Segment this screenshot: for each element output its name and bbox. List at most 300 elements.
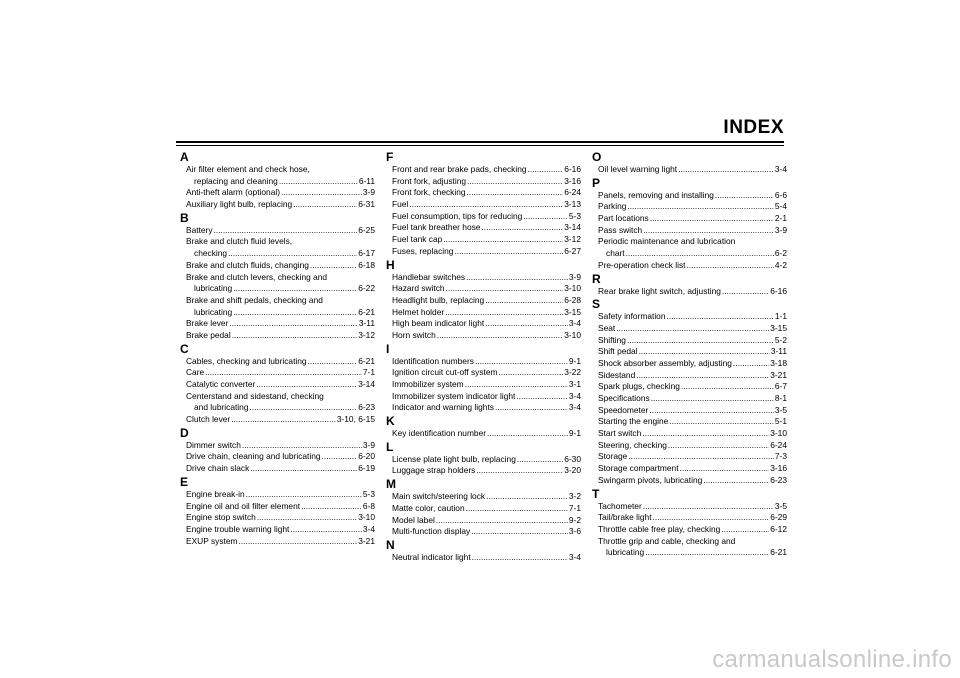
page-ref: 6-24 (770, 439, 787, 450)
page-ref: 6-30 (564, 453, 581, 464)
page-ref: 3-10, 6-15 (336, 414, 375, 425)
index-entry (180, 536, 375, 548)
entry-line (392, 272, 581, 284)
index-entry (386, 454, 581, 466)
entry-line (392, 187, 581, 199)
index-entry (386, 164, 581, 176)
entry-line (186, 379, 375, 391)
dot-leader (667, 311, 774, 323)
index-entry (592, 393, 787, 405)
page-ref: 6-2 (774, 248, 787, 259)
entry-text: Storage (598, 451, 628, 462)
entry-line (598, 405, 787, 417)
dot-leader (516, 391, 568, 403)
dot-leader (232, 330, 358, 342)
dot-leader (485, 295, 563, 307)
page-ref: 6-28 (564, 294, 581, 305)
entry-text: Throttle cable free play, checking (598, 523, 721, 534)
entry-text: lubricating (606, 547, 645, 558)
entry-line (598, 428, 787, 440)
entry-line (186, 489, 375, 501)
entry-text: Fuses, replacing (392, 245, 454, 256)
index-entry (386, 356, 581, 368)
page-ref: 3-9 (362, 439, 375, 450)
entry-text: Fuel consumption, tips for reducing (392, 210, 523, 221)
page-ref: 3-4 (568, 551, 581, 562)
index-entry (386, 526, 581, 538)
header-rule-thin (176, 145, 784, 146)
page-ref: 3-5 (774, 404, 787, 415)
index-entry (180, 236, 375, 259)
index-entry (386, 318, 581, 330)
dot-leader (639, 346, 770, 358)
entry-text: Front fork, checking (392, 187, 466, 198)
page-ref: 3-2 (568, 491, 581, 502)
entry-line (598, 286, 787, 298)
index-entry (592, 405, 787, 417)
index-entry (180, 225, 375, 237)
entry-text: Sidestand (598, 369, 636, 380)
index-entry (592, 524, 787, 536)
page-ref: 3-5 (774, 500, 787, 511)
page-ref: 3-10 (770, 428, 787, 439)
entry-text: Brake and clutch fluids, changing (186, 259, 309, 270)
section-letter: P (592, 175, 601, 190)
page-ref: 6-8 (362, 500, 375, 511)
dot-leader (485, 318, 568, 330)
index-entry (180, 260, 375, 272)
dot-leader (250, 463, 357, 475)
dot-leader (454, 246, 563, 258)
dot-leader (256, 379, 357, 391)
index-entry (592, 236, 787, 259)
page-ref: 6-12 (770, 523, 787, 534)
index-entry (592, 440, 787, 452)
dot-leader (467, 187, 564, 199)
dot-leader (651, 393, 774, 405)
page-ref: 6-21 (358, 306, 375, 317)
entry-text: lubricating (194, 306, 233, 317)
entry-text: checking (194, 248, 228, 259)
entry-text: Panels, removing and installing (598, 189, 714, 200)
index-entry (386, 391, 581, 403)
section-letter: E (180, 474, 189, 489)
entry-text: Handlebar switches (392, 271, 466, 282)
index-entry (386, 552, 581, 564)
index-entry (592, 381, 787, 393)
page-ref: 3-4 (568, 390, 581, 401)
index-entry (386, 515, 581, 527)
entry-line (186, 451, 375, 463)
dot-leader (642, 428, 769, 440)
page-ref: 3-4 (774, 164, 787, 174)
entry-text: lubricating (194, 283, 233, 294)
entry-text: Battery (186, 224, 213, 235)
dot-leader (668, 440, 769, 452)
index-entry (386, 187, 581, 199)
entry-line (598, 213, 787, 225)
entry-line (392, 234, 581, 246)
dot-leader (231, 414, 336, 426)
page-ref: 2-1 (774, 213, 787, 224)
dot-leader (517, 454, 563, 466)
entry-line (186, 367, 375, 379)
entry-line (598, 547, 787, 559)
entry-line (598, 260, 787, 272)
dot-leader (481, 222, 563, 234)
page-ref: 6-23 (358, 402, 375, 413)
dot-leader (643, 501, 774, 513)
dot-leader (703, 475, 769, 487)
entry-line (598, 358, 787, 370)
entry-line (392, 330, 581, 342)
page-ref: 3-18 (770, 357, 787, 368)
entry-text: Luggage strap holders (392, 465, 476, 476)
entry-text: Engine stop switch (186, 512, 256, 523)
entry-text: High beam indicator light (392, 318, 485, 329)
dot-leader (681, 381, 774, 393)
dot-leader (722, 286, 769, 298)
entry-text: Tachometer (598, 500, 642, 511)
index-column-3 (592, 150, 787, 559)
entry-line (392, 295, 581, 307)
index-column-1 (180, 150, 375, 547)
index-entry (592, 475, 787, 487)
page-ref: 3-12 (564, 234, 581, 245)
index-entry (180, 295, 375, 318)
dot-leader (290, 524, 362, 536)
entry-line (392, 246, 581, 258)
section-letter: I (386, 341, 390, 356)
page-ref: 3-9 (568, 271, 581, 282)
dot-leader (233, 283, 357, 295)
page-ref: 3-4 (362, 523, 375, 534)
page-ref: 6-24 (564, 187, 581, 198)
dot-leader (233, 307, 357, 319)
entry-line (392, 503, 581, 515)
index-entry (386, 234, 581, 246)
section-letter: K (386, 414, 395, 429)
entry-text: Safety information (598, 311, 666, 322)
entry-line (186, 512, 375, 524)
dot-leader (645, 547, 769, 559)
entry-text: Headlight bulb, replacing (392, 294, 485, 305)
index-entry (386, 199, 581, 211)
entry-line (392, 283, 581, 295)
entry-text: Anti-theft alarm (optional) (186, 187, 281, 198)
dot-leader (293, 199, 357, 211)
entry-line (392, 211, 581, 223)
page-ref: 6-31 (358, 199, 375, 210)
page-ref: 6-16 (564, 164, 581, 174)
index-entry (180, 330, 375, 342)
entry-text: Speedometer (598, 404, 649, 415)
dot-leader (467, 176, 563, 188)
entry-text: Starting the engine (598, 416, 669, 427)
entry-line (392, 164, 581, 176)
entry-line (392, 307, 581, 319)
entry-line (598, 164, 787, 176)
entry-line (186, 199, 375, 211)
entry-text: Shift pedal (598, 346, 638, 357)
dot-leader (471, 526, 568, 538)
entry-text: Immobilizer system (392, 379, 464, 389)
dot-leader (687, 260, 774, 272)
dot-leader (499, 367, 564, 379)
entry-text: Rear brake light switch, adjusting (598, 285, 721, 296)
dot-leader (310, 260, 357, 272)
entry-text: Fuel (392, 199, 409, 210)
page-ref: 3-10 (358, 512, 375, 523)
entry-line (392, 391, 581, 403)
dot-leader (445, 307, 563, 319)
index-entry (386, 283, 581, 295)
index-entry (592, 190, 787, 202)
entry-line (598, 416, 787, 428)
entry-text: Neutral indicator light (392, 551, 471, 562)
entry-text: Indicator and warning lights (392, 402, 494, 413)
section-letter: A (180, 150, 189, 164)
entry-line (186, 414, 375, 426)
page-ref: 6-18 (358, 259, 375, 270)
entry-text: Drive chain slack (186, 463, 250, 474)
entry-line (598, 225, 787, 237)
entry-text: Model label (392, 514, 435, 525)
entry-text: Brake and clutch fluid levels, (186, 236, 293, 247)
index-entry (180, 440, 375, 452)
index-entry (180, 187, 375, 199)
page-ref: 3-11 (770, 346, 787, 357)
entry-text: Brake and shift pedals, checking and (186, 294, 323, 305)
dot-leader (721, 524, 769, 536)
page-ref: 6-27 (564, 245, 581, 256)
entry-text: Brake and clutch levers, checking and (186, 271, 328, 282)
page-ref: 3-20 (564, 465, 581, 476)
index-entry (386, 246, 581, 258)
entry-line (392, 379, 581, 391)
dot-leader (436, 515, 568, 527)
dot-leader (279, 176, 358, 188)
entry-line (186, 283, 375, 295)
page-ref: 3-15 (770, 322, 787, 333)
page-ref: 6-16 (770, 285, 787, 296)
entry-line (598, 451, 787, 463)
page-ref: 6-7 (774, 381, 787, 392)
entry-line (392, 356, 581, 368)
index-entry (180, 367, 375, 379)
dot-leader (678, 164, 774, 176)
index-entry (180, 414, 375, 426)
index-entry (386, 503, 581, 515)
index-entry (592, 225, 787, 237)
entry-line (392, 428, 581, 440)
page-ref: 3-10 (564, 329, 581, 340)
index-entry (180, 379, 375, 391)
page-ref: 6-22 (358, 283, 375, 294)
dot-leader (322, 451, 358, 463)
page-ref: 3-4 (568, 318, 581, 329)
dot-leader (437, 330, 563, 342)
dot-leader (228, 248, 357, 260)
index-entry (386, 272, 581, 284)
index-entry (386, 402, 581, 414)
entry-text: Shifting (598, 334, 626, 345)
entry-line (598, 501, 787, 513)
section-letter: F (386, 150, 394, 164)
dot-leader (301, 501, 362, 513)
entry-line (598, 335, 787, 347)
page-ref: 6-17 (358, 248, 375, 259)
entry-text: Matte color, caution (392, 502, 465, 513)
page-ref: 6-25 (358, 224, 375, 235)
dot-leader (715, 190, 774, 202)
entry-text: Fuel tank breather hose (392, 222, 481, 233)
entry-line (392, 199, 581, 211)
entry-text: replacing and cleaning (194, 175, 278, 186)
index-entry (592, 164, 787, 176)
dot-leader (626, 248, 774, 260)
dot-leader (528, 164, 564, 176)
index-entry (592, 463, 787, 475)
entry-text: Tail/brake light (598, 512, 652, 523)
entry-text: Periodic maintenance and lubrication (598, 236, 736, 247)
entry-text: Centerstand and sidestand, checking (186, 390, 324, 401)
entry-line (598, 475, 787, 487)
entry-line (186, 248, 375, 260)
index-entry (180, 512, 375, 524)
index-entry (386, 379, 581, 391)
dot-leader (669, 416, 774, 428)
entry-text: Cables, checking and lubricating (186, 355, 307, 366)
dot-leader (653, 512, 770, 524)
page-ref: 9-1 (568, 428, 581, 439)
entry-line (392, 402, 581, 414)
entry-text: EXUP system (186, 535, 238, 546)
dot-leader (628, 451, 774, 463)
section-letter: M (386, 477, 396, 492)
entry-text: Main switch/steering lock (392, 491, 486, 502)
index-entry (180, 451, 375, 463)
dot-leader (229, 318, 358, 330)
page-ref: 6-21 (770, 547, 787, 558)
index-entry (180, 391, 375, 414)
index-entry (386, 491, 581, 503)
index-entry (180, 318, 375, 330)
page-ref: 3-16 (564, 175, 581, 186)
page-ref: 3-9 (362, 187, 375, 198)
page-ref: 3-14 (564, 222, 581, 233)
dot-leader (476, 465, 563, 477)
entry-text: Horn switch (392, 329, 436, 340)
entry-text: License plate light bulb, replacing (392, 453, 516, 464)
page-ref: 5-2 (774, 334, 787, 345)
section-letter: H (386, 257, 395, 272)
entry-text: Clutch lever (186, 414, 231, 425)
entry-line (186, 176, 375, 188)
section-letter: S (592, 297, 601, 312)
entry-line (598, 524, 787, 536)
entry-text: chart (606, 248, 625, 259)
entry-line (186, 463, 375, 475)
entry-line (392, 318, 581, 330)
entry-text: Dimmer switch (186, 439, 241, 450)
page-ref: 3-21 (770, 369, 787, 380)
entry-text: Storage compartment (598, 463, 679, 474)
entry-text: Engine break-in (186, 488, 245, 499)
watermark: carmanualsonline.info (712, 646, 952, 673)
index-entry (592, 346, 787, 358)
entry-line (392, 552, 581, 564)
index-entry (386, 295, 581, 307)
entry-text: Part locations (598, 213, 649, 224)
entry-text: Steering, checking (598, 439, 667, 450)
index-entry (386, 222, 581, 234)
page-ref: 9-2 (568, 514, 581, 525)
entry-line (598, 201, 787, 213)
entry-line (598, 323, 787, 335)
entry-text: Brake lever (186, 318, 229, 329)
index-entry (592, 311, 787, 323)
page-ref: 6-21 (358, 355, 375, 366)
dot-leader (733, 358, 769, 370)
dot-leader (257, 512, 357, 524)
index-entry (180, 356, 375, 368)
entry-text: Identification numbers (392, 355, 474, 366)
entry-line (598, 393, 787, 405)
index-entry (386, 428, 581, 440)
index-entry (180, 199, 375, 211)
entry-line (186, 330, 375, 342)
entry-text: Shock absorber assembly, adjusting (598, 357, 732, 368)
entry-text: Specifications (598, 393, 650, 403)
entry-text: Key identification number (392, 428, 487, 439)
index-entry (592, 428, 787, 440)
page-ref: 6-29 (770, 512, 787, 523)
entry-line (186, 318, 375, 330)
entry-line (598, 370, 787, 382)
entry-line (392, 176, 581, 188)
entry-text: Multi-function display (392, 526, 471, 537)
dot-leader (205, 367, 362, 379)
index-column-2 (386, 150, 581, 564)
index-entry (180, 524, 375, 536)
dot-leader (627, 201, 773, 213)
entry-line (598, 463, 787, 475)
index-entry (592, 501, 787, 513)
entry-line (598, 512, 787, 524)
entry-line (598, 381, 787, 393)
index-entry (592, 213, 787, 225)
entry-text: Fuel tank cap (392, 234, 443, 245)
entry-line (392, 465, 581, 477)
index-entry (180, 463, 375, 475)
index-entry (180, 272, 375, 295)
page-ref: 4-2 (774, 259, 787, 270)
entry-text: Brake pedal (186, 329, 231, 340)
section-letter: B (180, 210, 189, 225)
entry-text: Auxiliary light bulb, replacing (186, 199, 293, 210)
index-entry (180, 164, 375, 187)
dot-leader (239, 536, 358, 548)
index-entry (180, 489, 375, 501)
page-ref: 3-13 (564, 199, 581, 210)
index-entry (592, 323, 787, 335)
section-letter: D (180, 425, 189, 440)
dot-leader (214, 225, 358, 237)
entry-line (598, 440, 787, 452)
dot-leader (466, 503, 568, 515)
entry-line (598, 311, 787, 323)
